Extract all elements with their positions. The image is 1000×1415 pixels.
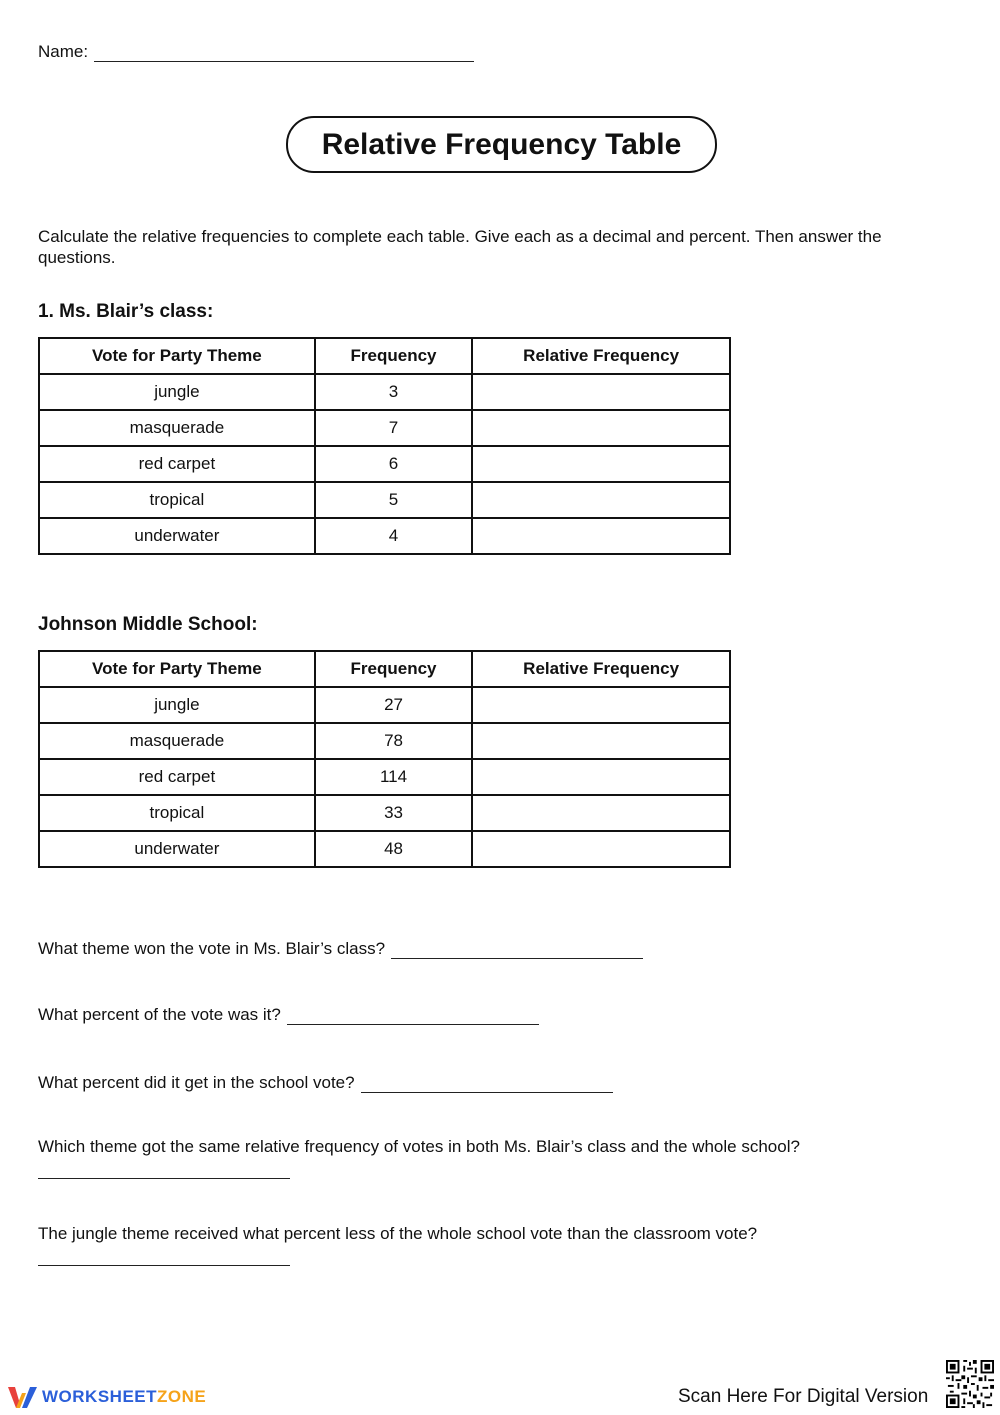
answer-blank-line[interactable] [38,1160,290,1179]
theme-cell: tropical [39,795,315,831]
instructions-text: Calculate the relative frequencies to complete each table. Give each as a decimal and percent. Then answer the questions. [38,227,882,267]
table-row [39,831,730,867]
relative-frequency-answer-cell[interactable] [472,759,730,795]
table-row [39,687,730,723]
header-relative-frequency: Relative Frequency [472,338,730,374]
relative-frequency-answer-cell[interactable] [472,446,730,482]
table-row [39,410,730,446]
section1-heading: 1. Ms. Blair’s class: [38,301,214,322]
table-row [39,482,730,518]
theme-cell: red carpet [39,759,315,795]
relative-frequency-answer-cell[interactable] [472,374,730,410]
blair-class-table [38,337,731,555]
answer-blank-line[interactable] [38,1247,290,1266]
answer-blank-line[interactable] [287,1004,539,1025]
relative-frequency-answer-cell[interactable] [472,795,730,831]
theme-cell: jungle [39,687,315,723]
header-theme: Vote for Party Theme [39,651,315,687]
worksheetzone-logo [8,1384,206,1410]
question-3 [38,1072,613,1093]
relative-frequency-answer-cell[interactable] [472,410,730,446]
relative-frequency-answer-cell[interactable] [472,831,730,867]
question-1 [38,938,643,959]
theme-cell: tropical [39,482,315,518]
header-theme: Vote for Party Theme [39,338,315,374]
header-relative-frequency: Relative Frequency [472,651,730,687]
question-2 [38,1004,539,1025]
table-row [39,795,730,831]
frequency-cell: 78 [315,723,472,759]
question-text: The jungle theme received what percent less of the whole school vote than the classroom vote? [38,1224,758,1243]
frequency-cell: 7 [315,410,472,446]
frequency-cell: 114 [315,759,472,795]
relative-frequency-answer-cell[interactable] [472,687,730,723]
header-frequency: Frequency [315,338,472,374]
table-row [39,446,730,482]
brand-word-1: WORKSHEET [42,1387,157,1406]
question-5 [38,1224,757,1244]
question-text: What percent of the vote was it? [38,1005,281,1024]
frequency-cell: 48 [315,831,472,867]
theme-cell: underwater [39,518,315,554]
frequency-cell: 3 [315,374,472,410]
scan-caption: Scan Here For Digital Version [678,1386,929,1407]
frequency-cell: 5 [315,482,472,518]
theme-cell: jungle [39,374,315,410]
theme-cell: red carpet [39,446,315,482]
table-row [39,759,730,795]
brand-name [42,1387,206,1407]
answer-blank-line[interactable] [391,938,643,959]
header-frequency: Frequency [315,651,472,687]
frequency-cell: 6 [315,446,472,482]
answer-blank-line[interactable] [361,1072,613,1093]
theme-cell: masquerade [39,410,315,446]
name-label: Name: [38,42,89,61]
question-text: Which theme got the same relative frequency of votes in both Ms. Blair’s class and the whole school? [38,1137,800,1156]
question-4 [38,1137,800,1157]
table-header-row [39,338,730,374]
relative-frequency-answer-cell[interactable] [472,482,730,518]
table-row [39,518,730,554]
qr-code-icon[interactable] [946,1360,994,1408]
theme-cell: masquerade [39,723,315,759]
table-row [39,374,730,410]
page-title: Relative Frequency Table [286,116,717,173]
section2-heading: Johnson Middle School: [38,614,258,635]
name-field[interactable] [38,41,474,62]
frequency-cell: 4 [315,518,472,554]
worksheetzone-logo-icon [8,1384,38,1410]
relative-frequency-answer-cell[interactable] [472,723,730,759]
table-row [39,723,730,759]
brand-word-2: ZONE [157,1387,207,1406]
school-table [38,650,731,868]
relative-frequency-answer-cell[interactable] [472,518,730,554]
frequency-cell: 33 [315,795,472,831]
question-text: What theme won the vote in Ms. Blair’s class? [38,939,386,958]
table-header-row [39,651,730,687]
name-blank-line[interactable] [94,41,474,62]
theme-cell: underwater [39,831,315,867]
frequency-cell: 27 [315,687,472,723]
question-text: What percent did it get in the school vote? [38,1073,355,1092]
